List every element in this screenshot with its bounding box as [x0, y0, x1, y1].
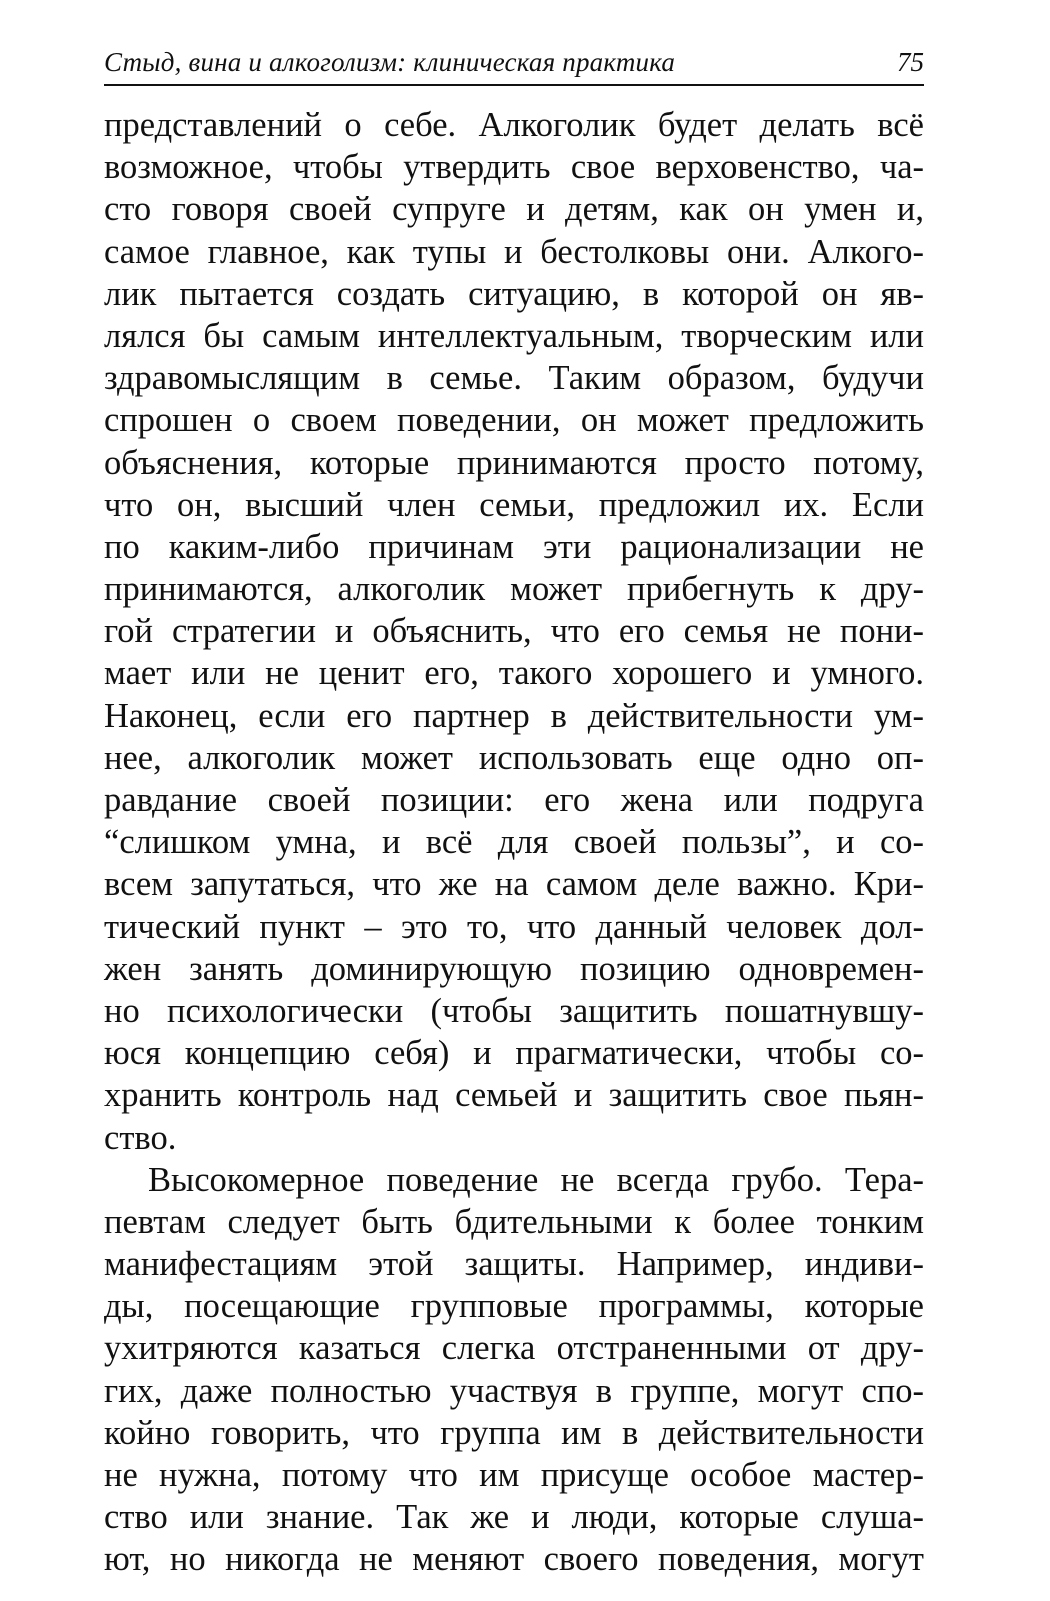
text-line: юся концепцию себя) и прагматически, чтобы со-: [104, 1034, 924, 1073]
text-line: манифестациям этой защиты. Например, индиви-: [104, 1245, 924, 1284]
text-line: равдание своей позиции: его жена или подруга: [104, 781, 924, 819]
text-line: представлений о себе. Алкоголик будет делать всё: [104, 106, 924, 144]
text-line: по каким-либо причинам эти рационализации не: [104, 527, 924, 566]
text-line: спрошен о своем поведении, он может предложить: [104, 401, 924, 440]
text-line: ют, но никогда не меняют своего поведения, могут: [104, 1540, 924, 1579]
body-text: [104, 104, 924, 1581]
text-line: самое главное, как тупы и бестолковы они. Алкого-: [104, 232, 924, 271]
text-line: здравомыслящим в семье. Таким образом, будучи: [104, 359, 924, 398]
text-line: объяснения, которые принимаются просто потому,: [104, 443, 924, 482]
text-line: жен занять доминирующую позицию одновремен-: [104, 949, 924, 988]
text-line: ухитряются казаться слегка отстраненными от дру-: [104, 1329, 924, 1368]
text-line: не нужна, потому что им присуще особое мастер-: [104, 1456, 924, 1494]
text-line: сто говоря своей супруге и детям, как он умен и,: [104, 190, 924, 229]
text-line: хранить контроль над семьей и защитить свое пьян-: [104, 1076, 924, 1115]
text-line: “слишком умна, и всё для своей пользы”, и со-: [104, 823, 924, 862]
running-header: [104, 40, 924, 86]
text-line: гой стратегии и объяснить, что его семья не пони-: [104, 612, 924, 651]
text-line: ство или знание. Так же и люди, которые слуша-: [104, 1498, 924, 1537]
text-line: гих, даже полностью участвуя в группе, могут спо-: [104, 1371, 924, 1410]
text-line: ство.: [104, 1118, 177, 1157]
text-line: мает или не ценит его, такого хорошего и умного.: [104, 654, 924, 693]
text-line: койно говорить, что группа им в действительности: [104, 1413, 924, 1452]
page-number: 75: [897, 47, 924, 77]
text-line: тический пункт – это то, что данный человек дол-: [104, 907, 924, 946]
text-line: но психологически (чтобы защитить пошатнувшу-: [104, 991, 924, 1030]
text-line: лялся бы самым интеллектуальным, творческим или: [104, 316, 924, 355]
text-line: певтам следует быть бдительными к более тонким: [104, 1202, 924, 1241]
text-line: возможное, чтобы утвердить свое верховенство, ча-: [104, 148, 924, 187]
text-line: ды, посещающие групповые программы, которые: [104, 1287, 924, 1326]
text-line: лик пытается создать ситуацию, в которой он яв-: [104, 274, 924, 313]
text-line: нее, алкоголик может использовать еще одно оп-: [104, 738, 924, 777]
text-line: всем запутаться, что же на самом деле важно. Кри-: [104, 865, 924, 904]
running-head-title: Стыд, вина и алкоголизм: клиническая практика: [104, 47, 676, 77]
text-line: Наконец, если его партнер в действительности ум-: [104, 696, 924, 735]
text-line: Высокомерное поведение не всегда грубо. Тера-: [148, 1160, 924, 1199]
text-line: принимаются, алкоголик может прибегнуть к дру-: [104, 570, 924, 609]
text-line: что он, высший член семьи, предложил их. Если: [104, 485, 924, 524]
book-page: [104, 40, 924, 1580]
